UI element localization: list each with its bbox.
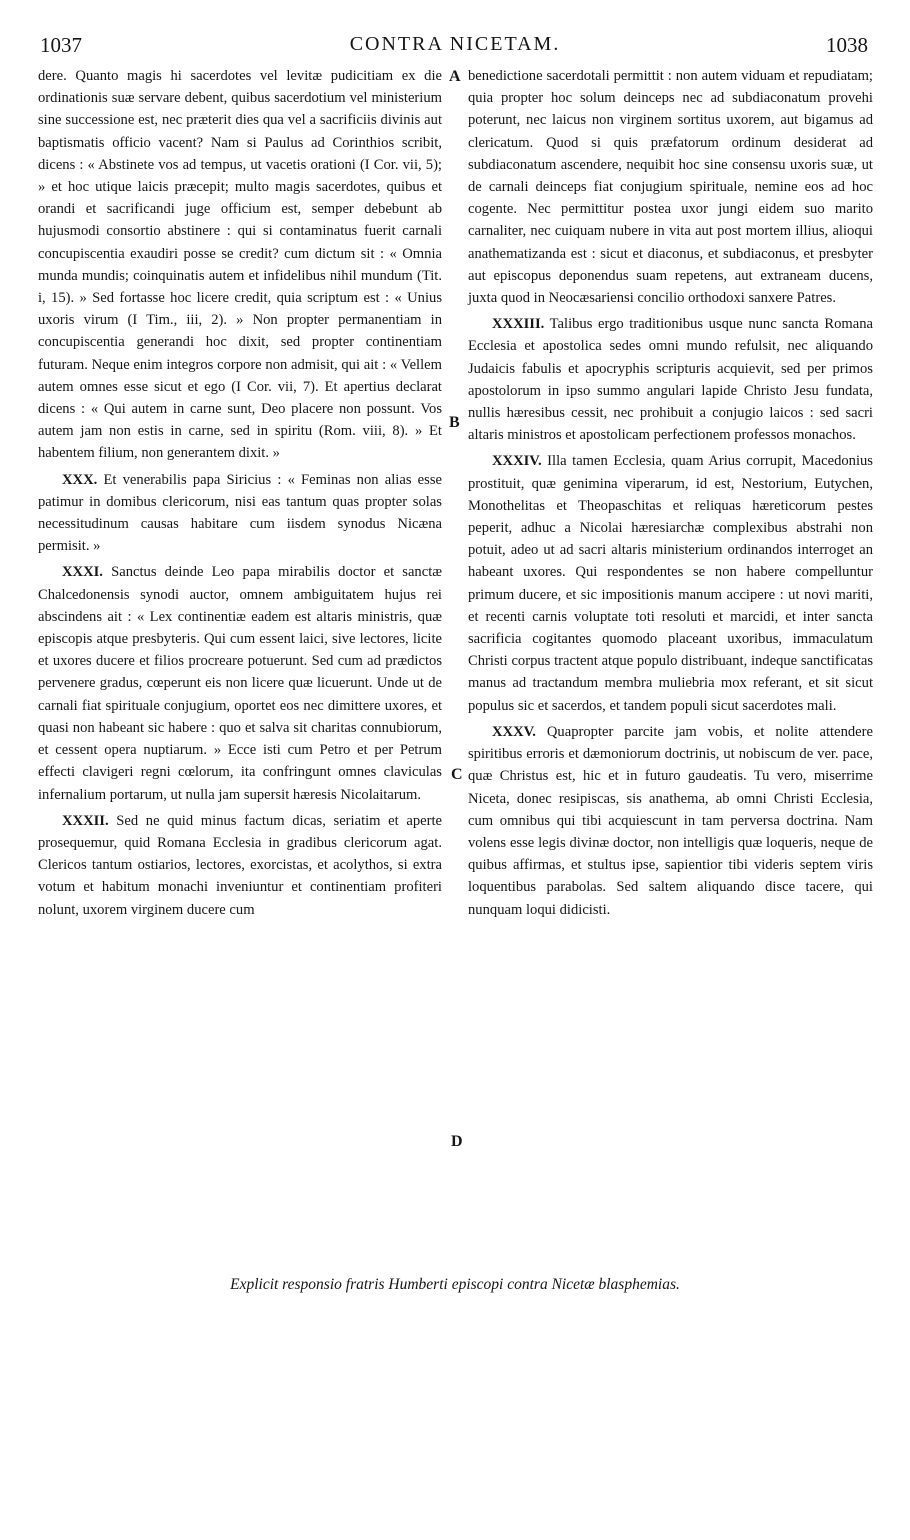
paragraph-text: Illa tamen Ecclesia, quam Arius corrupit, Macedonius prostituit, quæ genimina viperarum, id est, Nestorium, Eutychen, Monothelitas et Theopaschitas et reliquas hæreticorum pestes peperit, adhuc a Nicolai hæresiarchæ complexibus abstrahi non potuit, adeo ut ad sacri altaris ministerium ordinandos interroget an habeant uxores. Qui respondentes se non habere compelluntur primum ducere, et sic impositionis manum accipere : ut novi mariti, et recenti carnis voluptate toti resoluti et marcidi, et inter sancta sacrificia cogitantes quomodo placeant uxoribus, immaculatum Christi corpus tractent atque populo distribuant, indeque sanctificatas manus ad tractandum membra muliebria mox referant, et sit sicut populus sic et sacerdos, et tandem populi sicut sacerdotes mali. <box>468 453 873 714</box>
right-column <box>468 65 873 921</box>
left-column <box>38 65 442 921</box>
paragraph <box>38 469 442 558</box>
paragraph-text: benedictione sacerdotali permittit : non autem viduam et repudiatam; quia propter hoc solum deinceps nec ad subdiaconatum provehi poterunt, nec laicus non virginem sortitus uxorem, aut bigamus ad clericatum. Quod si quis præfatorum ordinum desiderat ad subdiaconatum ascendere, nequibit hoc sine consensu uxoris suæ, ut de carnali deinceps fiat conjugium spirituale, nemine eos ad hoc cogente. Nec permittitur postea uxor jungi eidem suo marito carnaliter, nec cuiquam nubere in vita aut post mortem illius, alioqui anathematizanda est : sicut et diaconus, et subdiaconus, et presbyter aut episcopus deponendus suam repetens, aut extraneam ducens, juxta quod in Neocæsariensi concilio orthodoxi sanxere Patres. <box>468 68 873 307</box>
paragraph <box>468 65 873 309</box>
margin-letter-a: A <box>449 68 461 85</box>
paragraph <box>38 65 442 465</box>
explicit-line: Explicit responsio fratris Humberti episcopi contra Nicetæ blasphemias. <box>230 1276 680 1293</box>
section-number: XXXI. <box>62 564 103 581</box>
page-header <box>0 0 910 70</box>
paragraph-text: Talibus ergo traditionibus usque nunc sancta Romana Ecclesia et apostolica sedes omni mundo refulsit, nec aliquando Judaicis fabulis et apocryphis scripturis acquievit, sed per primos apostolorum in ipso summo angulari lapide Christo Jesu fundata, nullis hæresibus cessit, nec prohibuit a conjugio laicos : sed sacri altaris ministros et apostolicam perfectionem professos monachos. <box>468 316 873 444</box>
paragraph <box>468 313 873 446</box>
page-number-left: 1037 <box>40 33 82 57</box>
paragraph <box>468 450 873 716</box>
paragraph <box>468 721 873 921</box>
page-number-right: 1038 <box>826 33 868 57</box>
margin-letter-b: B <box>449 414 460 431</box>
running-title: CONTRA NICETAM. <box>349 33 561 55</box>
section-number: XXXV. <box>492 723 536 740</box>
margin-letter-c: C <box>451 766 463 783</box>
paragraph <box>38 810 442 921</box>
section-number: XXXIV. <box>492 453 542 470</box>
paragraph-text: Quapropter parcite jam vobis, et nolite attendere spiritibus erroris et dæmoniorum doctrinis, ut nobiscum de ver. pace, quæ Christus est, hic et in futuro gaudeatis. Tu vero, miserrime Niceta, donec resipiscas, sis anathema, ab omni Christi Ecclesia, cum omnibus qui tibi acquiescunt in tam perversa doctrina. Nam volens esse legis divinæ doctor, non intelligis quæ loqueris, neque de quibus affirmas, et stultus ipse, sapientior tibi videris septem viris loquentibus parabolas. Sed saltem aliquando disce tacere, qui nunquam loqui didicisti. <box>468 723 873 918</box>
paragraph-text: Sed ne quid minus factum dicas, seriatim et aperte prosequemur, quid Romana Ecclesia in gradibus clericorum agat. Clericos tantum ostiarios, lectores, exorcistas, et acolythos, si extra votum et habitum monachi inveniuntur et continentiam profiteri nolunt, uxorem virginem ducere cum <box>38 812 442 918</box>
margin-letter-d: D <box>451 1133 463 1150</box>
paragraph-text: dere. Quanto magis hi sacerdotes vel levitæ pudicitiam ex die ordinationis suæ servare debent, quibus sacerdotium vel ministerium sine successione est, nec præterit dies qua vel a sacrificiis divinis aut baptismatis officio vacent? Nam si Paulus ad Corinthios scribit, dicens : « Abstinete vos ad tempus, ut vacetis orationi (I Cor. vii, 5); » et hoc utique laicis præcepit; multo magis sacerdotes, quibus et orandi et sacrificandi juge officium est, semper debebunt ab hujusmodi consortio abstinere : qui si contaminatus fuerit carnali concupiscentia exaudiri posse se credit? cum dictum sit : « Omnia munda mundis; coinquinatis autem et infidelibus nihil mundum (Tit. i, 15). » Sed fortasse hoc licere credit, quia scriptum est : « Unius uxoris virum (I Tim., iii, 2). » Non propter permanentiam in concupiscentia generandi hoc dixit, sed propter continentiam futuram. Neque enim integros corpore non admisit, qui ait : « Vellem autem omnes esse sicut et ego (I Cor. vii, 7). Et apertius declarat dicens : « Qui autem in carne sunt, Deo placere non possunt. Vos autem jam non estis in carne, sed in spiritu (Rom. viii, 8). » Et habentem filium, non generantem dixit. » <box>38 68 442 462</box>
paragraph <box>38 561 442 805</box>
section-number: XXXII. <box>62 812 109 829</box>
paragraph-text: Et venerabilis papa Siricius : « Feminas non alias esse patimur in domibus clericorum, nisi eas tantum quas propter solas necessitudinum causas habitare cum iisdem synodus Nicæna permisit. » <box>38 471 442 555</box>
section-number: XXX. <box>62 471 98 488</box>
section-number: XXXIII. <box>492 316 545 333</box>
paragraph-text: Sanctus deinde Leo papa mirabilis doctor et sanctæ Chalcedonensis synodi auctor, omnem ambiguitatem hujus rei abscindens ait : « Lex continentiæ eadem est altaris ministris, quæ episcopis atque presbyteris. Qui cum essent laici, sive lectores, licite et uxores ducere et filios procreare potuerunt. Sed cum ad prædictos pervenere gradus, cœperunt eis non licere quæ licuerunt. Unde ut de carnali fiat spirituale conjugium, oportet eos nec dimittere uxores, et quasi non habeant sic habere : quo et salva sit charitas connubiorum, et cessent opera nuptiarum. » Ecce isti cum Petro et per Petrum effecti clavigeri regni cœlorum, ita confringunt omnes claviculas infernalium portarum, ut nulla jam supersit hæresis Nicolaitarum. <box>38 564 442 803</box>
